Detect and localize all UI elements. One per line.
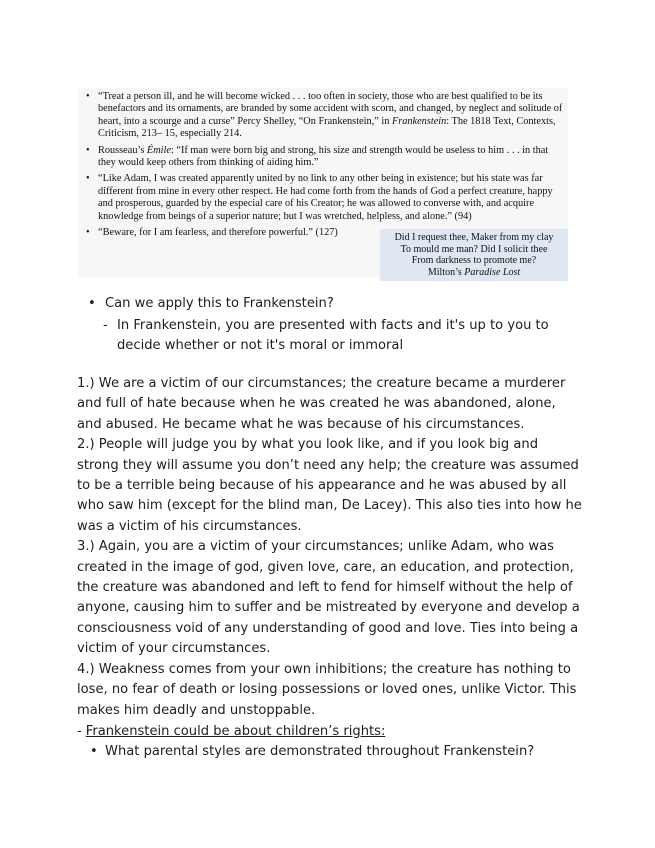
quote-text: “Beware, for I am fearless, and therefore powerful.” (127)	[98, 227, 338, 239]
quote-tail: : The 1818 Text, Contexts, Criticism, 213– 15, especially 214.	[98, 115, 556, 140]
children-rights-line	[77, 722, 385, 742]
quote-italic: Émile	[146, 144, 171, 156]
quote-bullet: •	[86, 144, 90, 156]
bullet-question-text: Can we apply this to Frankenstein?	[105, 296, 334, 311]
milton-attribution-author: Milton’s	[427, 266, 465, 278]
quote-item-3	[78, 173, 568, 223]
bullet-glyph: •	[88, 296, 96, 311]
point-2: 2.) People will judge you by what you look like, and if you look big and strong they will assume you don’t need any help; the creature was assumed to be a terrible being because of his appearance and he was abused by all who saw him (except for the blind man, De Lacey). This also ties into how he was a victim of his circumstances.	[77, 437, 582, 534]
dash-glyph: -	[103, 318, 108, 333]
dash-glyph: -	[77, 724, 82, 739]
quote-item-1	[78, 91, 568, 141]
quote-item-2	[78, 145, 568, 170]
bullet-parental-text: What parental styles are demonstrated throughout Frankenstein?	[105, 744, 535, 759]
bullet-glyph: •	[90, 744, 98, 759]
milton-attribution-title: Paradise Lost	[464, 266, 521, 278]
milton-line-1: Did I request thee, Maker from my clay	[394, 232, 554, 243]
quote-text: “Like Adam, I was created apparently united by no link to any other being in existence; but his state was far different from mine in every other respect. He had come forth from the hands of God a perfect creature, happy and prosperous, guarded by the especial care of his Creator; he was allowed to converse with, and acquire knowledge from beings of a superior nature; but I was wretched, helpless, and alone.” (94)	[98, 173, 553, 222]
sub-bullet-text: In Frankenstein, you are presented with facts and it's up to you to decide whether or not it's moral or immoral	[117, 318, 549, 353]
children-rights-text: Frankenstein could be about children’s rights:	[85, 724, 386, 739]
quote-bullet: •	[86, 91, 90, 102]
quote-screenshot	[78, 88, 568, 278]
quote-bullet: •	[86, 227, 90, 239]
point-4: 4.) Weakness comes from your own inhibitions; the creature has nothing to lose, no fear of death or losing possessions or loved ones, unlike Victor. This makes him deadly and unstoppable.	[77, 661, 577, 718]
quote-tail: : “If man were born big and strong, his size and strength would be useless to him . . . in that they would keep others from thinking of aiding him.”	[98, 144, 549, 169]
quote-text: Rousseau’s	[98, 144, 147, 156]
milton-line-2: To mould me man? Did I solicit thee	[400, 243, 548, 255]
quote-bullet: •	[86, 173, 90, 185]
quote-list	[78, 88, 568, 239]
point-3: 3.) Again, you are a victim of your circumstances; unlike Adam, who was created in the image of god, given love, care, an education, and protection, the creature was abandoned and left to fend for himself without the help of anyone, causing him to suffer and be mistreated by everyone and develop a consciousness void of any understanding of good and love. Ties into being a victim of your circumstances.	[77, 539, 580, 657]
milton-attribution	[380, 267, 568, 279]
point-1: 1.) We are a victim of our circumstances; the creature became a murderer and full of hate because when he was created he was abandoned, alone, and abused. He became what he was because of his circumstances.	[77, 376, 566, 432]
quote-italic: Frankenstein	[391, 115, 447, 127]
milton-quote-box	[380, 229, 568, 281]
milton-line-3: From darkness to promote me?	[411, 255, 537, 267]
quote-text: “Treat a person ill, and he will become wicked . . . too often in society, those who are best qualified to be its benefactors and its ornaments, are branded by some accident with scorn, and changed, by neglect and solitude of heart, into a scourge and a curse” Percy Shelley, “On Frankenstein,” in	[98, 91, 563, 127]
numbered-points	[77, 374, 582, 721]
